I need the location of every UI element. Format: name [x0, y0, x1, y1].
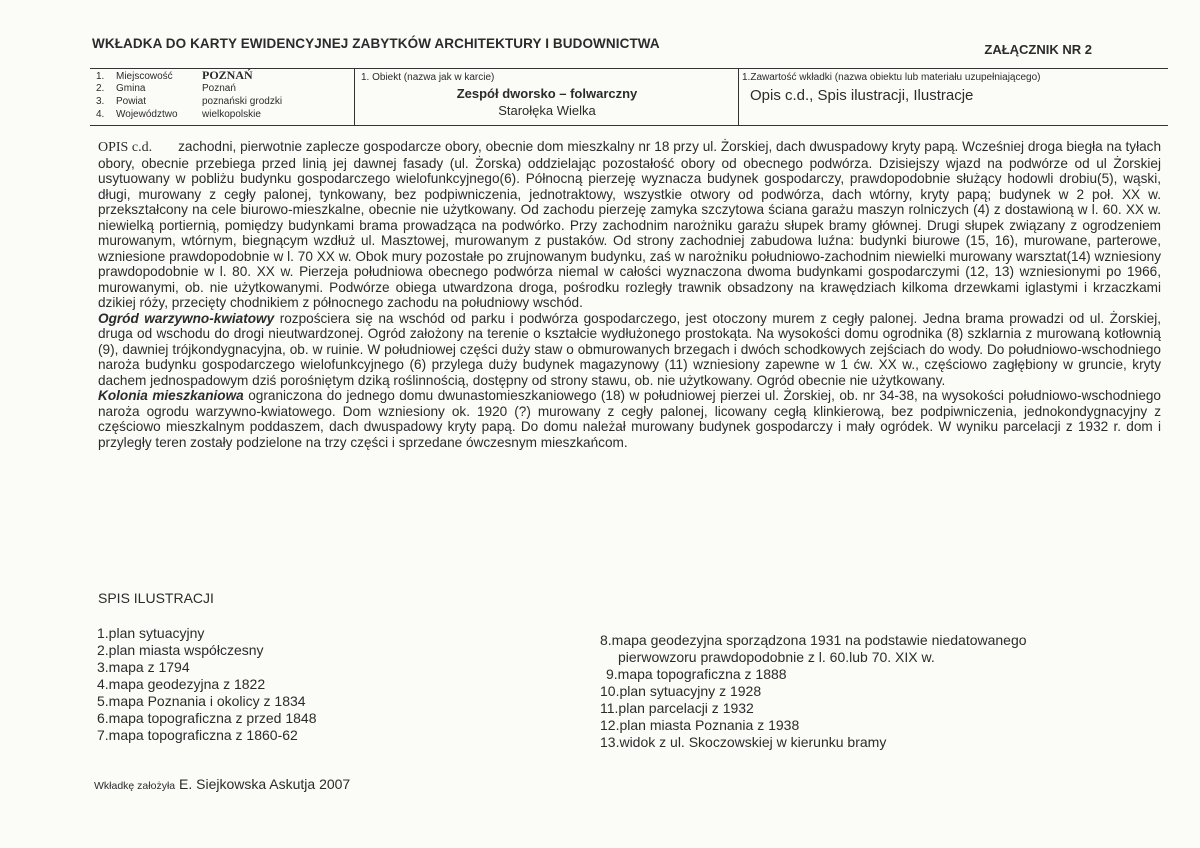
contents-value: Opis c.d., Spis ilustracji, Ilustracje	[750, 87, 974, 104]
description-body	[98, 139, 1161, 450]
list-item: 4.mapa geodezyjna z 1822	[97, 676, 266, 692]
author-label: Wkładkę założyła	[94, 780, 176, 792]
header-table	[90, 68, 1168, 126]
list-item: 8.mapa geodezyjna sporządzona 1931 na podstawie niedatowanego pierwowzoru prawdopodobnie z l. 60.lub 70. XIX w.	[600, 632, 1027, 665]
illustrations-list-left	[97, 625, 316, 744]
list-item: 11.plan parcelacji z 1932	[600, 700, 754, 716]
contents-cell	[738, 69, 1169, 125]
colony-paragraph: Kolonia mieszkaniowa ograniczona do jednego domu dwunastomieszkaniowego (18) w południowej pierzei ul. Żorskiej, ob. nr 34-38, na wysokości południowo-wschodniego naroża ogrodu warzywno-kwiatowego. Dom wzniesiony ok. 1920 (?) murowany z cegły palonej, licowany cegłą klinkierową, bez podpiwniczenia, jednokondygnacyjny z częściowo mieszkalnym poddaszem, dach dwuspadowy kryty papą. Do domu należał murowany budynek gospodarczy i mały ogródek. W wyniku parcelacji z 1932 r. dom i przyległy teren zostały podzielone na trzy części i sprzedane ówczesnym mieszkańcom.	[98, 388, 1161, 450]
list-item: 13.widok z ul. Skoczowskiej w kierunku bramy	[600, 734, 887, 750]
author-footer	[94, 776, 350, 792]
location-row: 3. Powiat poznański grodzki	[96, 96, 283, 107]
list-item: 2.plan miasta współczesny	[97, 642, 264, 658]
opis-label: OPIS c.d.	[98, 140, 153, 155]
location-row: 1. Miejscowość POZNAŃ	[96, 68, 253, 82]
location-row: 4. Województwo wielkopolskie	[96, 109, 261, 120]
colony-title: Kolonia mieszkaniowa	[98, 388, 244, 403]
object-label: 1. Obiekt (nazwa jak w karcie)	[361, 72, 495, 83]
object-name: Zespół dworsko – folwarczny	[456, 86, 638, 101]
author-name: E. Siejkowska Askutja 2007	[179, 776, 351, 792]
contents-label: 1.Zawartość wkładki (nazwa obiektu lub materiału uzupełniającego)	[742, 72, 1041, 83]
document-title: WKŁADKA DO KARTY EWIDENCYJNEJ ZABYTKÓW ARCHITEKTURY I BUDOWNICTWA	[92, 36, 660, 51]
garden-paragraph: Ogród warzywno-kwiatowy rozpościera się na wschód od parku i podwórza gospodarczego, jest otoczony murem z cegły palonej. Jedna brama prowadzi od ul. Żorskiej, druga od wschodu do drogi nieutwardzonej. Ogród założony na terenie o kształcie wydłużonego prostokąta. Na wysokości domu ogrodnika (8) szklarnia z murowaną kotłownią (9), dawniej trójkondygnacyjna, ob. w ruinie. W południowej części duży staw o obmurowanych brzegach i dwóch schodkowych zejściach do wody. Do południowo-wschodniego naroża budynku gospodarczego wielofunkcyjnego (6) przylega duży budynek magazynowy (11) wzniesiony zapewne w 1 ćw. XX w., częściowo zagłębiony w gruncie, kryty dachem jednospadowym dziś porośniętym dziką roślinnością, dostępny od strony stawu, ob. nie użytkowany. Ogród obecnie nie użytkowany.	[98, 310, 1162, 388]
list-item: 9.mapa topograficzna z 1888	[606, 666, 787, 682]
town-name: POZNAŃ	[202, 68, 253, 82]
description-paragraph: OPIS c.d. zachodni, pierwotnie zaplecze gospodarcze obory, obecnie dom mieszkalny nr 18 przy ul. Żorskiej, dach dwuspadowy kryty papą. Wcześniej droga biegła na tyłach obory, obecnie przebiega przed linią jej dawnej fasady (ul. Żorska) oddzielając pozostałość obory od obecnego podwórza. Dzisiejszy wjazd na podwórze od ul Żorskiej usytuowany w pobliżu budynku gospodarczego wielofunkcyjnego(6). Północną pierzeję wyznacza budynek gospodarczy, prawdopodobnie służący hodowli drobiu(5), wąski, długi, murowany z cegły palonej, tynkowany, bez podpiwniczenia, jednotraktowy, wszystkie otwory od podwórza, dach wtórny, kryty papą; budynek w 2 poł. XX w. przekształcony na cele biurowo-mieszkalne, obecnie nie użytkowany. Od zachodu pierzeję zamyka szczytowa ściana garażu maszyn rolniczych (4) z dostawioną w l. 60. XX w. niewielką portiernią, pomiędzy budynkami brama prowadząca na podwórko. Przy zachodnim narożniku garażu słupek bramy głównej. Drugi słupek związany z ogrodzeniem murowanym, wtórnym, biegnącym wzdłuż ul. Masztowej, murowanym z pustaków. Od strony zachodniej zabudowa luźna: budynki biurowe (15, 16), murowane, parterowe, wzniesione prawdopodobnie w l. 70 XX w. Obok mury pozostałe po zrujnowanym budynku, zaś w narożniku południowo-zachodnim niewielki murowany warsztat(14) wzniesiony prawdopodobnie w l. 80. XX w. Pierzeja południowa obecnego podwórza niemal w całości wyznaczona dwoma budynkami gospodarczymi (12, 13) wzniesionymi po 1966, murowanymi, ob. nie użytkowanymi. Podwórze obiega utwardzona droga, pośrodku rozległy trawnik obsadzony na krawędziach kilkoma drzewkami iglastymi i krzaczkami dzikiej róży, przecięty chodnikiem z północnego zachodu na południowy wschód.	[98, 139, 1162, 310]
illustrations-list-right	[600, 632, 1027, 751]
object-cell	[354, 69, 739, 125]
list-item: 12.plan miasta Poznania z 1938	[600, 717, 800, 733]
list-item: 6.mapa topograficzna z przed 1848	[97, 710, 317, 726]
annex-number: ZAŁĄCZNIK NR 2	[984, 42, 1092, 57]
garden-title: Ogród warzywno-kwiatowy	[98, 310, 275, 326]
illustrations-heading: SPIS ILUSTRACJI	[98, 590, 214, 606]
list-item: 5.mapa Poznania i okolicy z 1834	[97, 693, 306, 709]
list-item: 1.plan sytuacyjny	[97, 625, 205, 641]
list-item: 7.mapa topograficzna z 1860-62	[97, 727, 298, 743]
location-row: 2. Gmina Poznań	[96, 83, 236, 94]
list-item: 10.plan sytuacyjny z 1928	[600, 683, 762, 699]
location-cell	[90, 69, 354, 125]
object-place: Starołęka Wielka	[498, 103, 596, 118]
list-item: 3.mapa z 1794	[97, 659, 190, 675]
